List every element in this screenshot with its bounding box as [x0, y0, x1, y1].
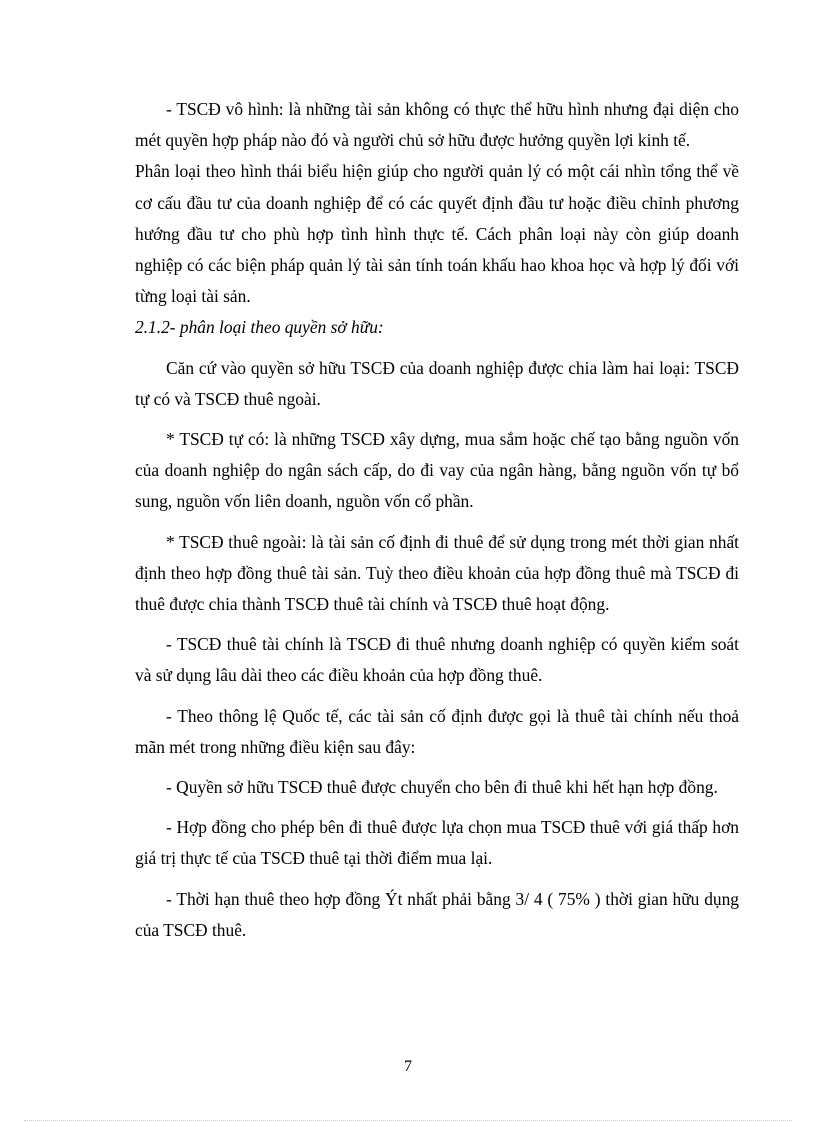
body-text	[135, 94, 739, 946]
paragraph-finance-lease: - TSCĐ thuê tài chính là TSCĐ đi thuê nhưng doanh nghiệp có quyền kiểm soát và sử dụng lâu dài theo các điều khoản của hợp đồng thuê.	[135, 634, 739, 686]
paragraph-classification-benefit: Phân loại theo hình thái biểu hiện giúp cho người quản lý có một cái nhìn tổng thể về cơ cấu đầu tư của doanh nghiệp để có các quyết định đầu tư hoặc điều chỉnh phương hướng đầu tư cho phù hợp tình hình thực tế. Cách phân loại này còn giúp doanh nghiệp có các biện pháp quản lý tài sản tính toán khấu hao khoa học và hợp lý đối với từng loại tài sản.	[135, 161, 739, 307]
paragraph-intangible-assets: - TSCĐ vô hình: là những tài sản không có thực thể hữu hình nhưng đại diện cho mét quyền hợp pháp nào đó và người chủ sở hữu được hưởng quyền lợi kinh tế.	[135, 99, 739, 151]
paragraph-leased-assets: * TSCĐ thuê ngoài: là tài sản cố định đi thuê để sử dụng trong mét thời gian nhất định theo hợp đồng thuê tài sản. Tuỳ theo điều khoản của hợp đồng thuê mà TSCĐ đi thuê được chia thành TSCĐ thuê tài chính và TSCĐ thuê hoạt động.	[135, 531, 739, 615]
page-bottom-divider	[24, 1120, 792, 1121]
paragraph-condition-lease-term: - Thời hạn thuê theo hợp đồng Ýt nhất phải bằng 3/ 4 ( 75% ) thời gian hữu dụng của TSCĐ thuê.	[135, 888, 739, 940]
page-number: 7	[404, 1058, 412, 1075]
section-heading-ownership: 2.1.2- phân loại theo quyền sở hữu:	[135, 317, 384, 338]
paragraph-international-practice: - Theo thông lệ Quốc tế, các tài sản cố định được gọi là thuê tài chính nếu thoả mãn mét trong những điều kiện sau đây:	[135, 705, 739, 757]
paragraph-ownership-basis: Căn cứ vào quyền sở hữu TSCĐ của doanh nghiệp được chia làm hai loại: TSCĐ tự có và TSCĐ thuê ngoài.	[135, 357, 739, 409]
paragraph-condition-purchase-option: - Hợp đồng cho phép bên đi thuê được lựa chọn mua TSCĐ thuê với giá thấp hơn giá trị thực tế của TSCĐ thuê tại thời điểm mua lại.	[135, 817, 739, 869]
paragraph-condition-ownership-transfer: - Quyền sở hữu TSCĐ thuê được chuyển cho bên đi thuê khi hết hạn hợp đồng.	[166, 777, 718, 798]
paragraph-owned-assets: * TSCĐ tự có: là những TSCĐ xây dựng, mua sắm hoặc chế tạo bằng nguồn vốn của doanh nghiệp do ngân sách cấp, do đi vay của ngân hàng, bằng nguồn vốn tự bổ sung, nguồn vốn liên doanh, nguồn vốn cổ phần.	[135, 429, 739, 512]
